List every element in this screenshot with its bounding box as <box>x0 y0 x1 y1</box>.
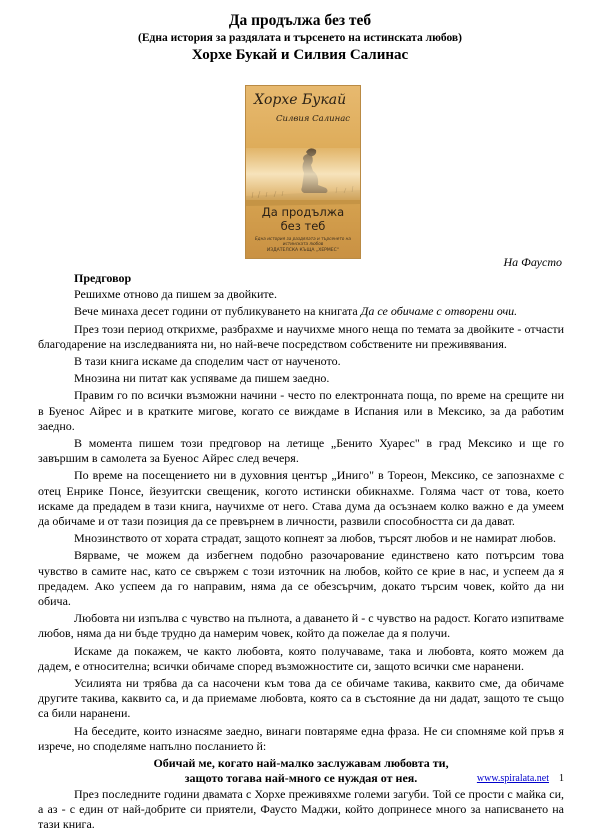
footer-link[interactable]: www.spiralata.net <box>476 773 549 784</box>
paragraph: Вярваме, че можем да избегнем подобно разочарование единствено като потърсим това чувство в самите нас, като се свържем с този източник на любов, който се крие в нас, и успеем да я предадем. Ако успеем да го направим, няма да се обезсърчим, докато търсим човек, който да ни обича. <box>38 548 564 609</box>
quote-line-2: защото тогава най-много се нуждая от нея. <box>184 771 418 786</box>
paragraph <box>38 304 564 319</box>
paragraph: Любовта ни изпълва с чувство на пълнота, а даването й - с чувство на радост. Когато изпитваме любов, няма да ни бъде трудно да намерим човек, който да пожелае да я получи. <box>38 611 564 641</box>
paragraph: Усилията ни трябва да са насочени към това да се обичаме такива, каквито сме, да обичаме другите такива, каквито са, и да приемаме любовта, която са в състояние да ни дадат, защото те също са били наранени. <box>38 676 564 721</box>
cover-title-line2: без теб <box>280 219 326 233</box>
book-cover-image <box>246 86 360 258</box>
cover-title-line1: Да продължа <box>261 205 345 219</box>
paragraph: През последните години двамата с Хорхе преживяхме големи загуби. Той се прости с майка си, а аз - с един от най-добрите си приятели, Фаусто Маджи, който допринесе много за написването на тази книга. <box>38 786 564 831</box>
paragraph: Мнозинството от хората страдат, защото копнеят за любов, търсят любов и не намират любов. <box>74 531 556 546</box>
paragraph: На беседите, които изнасяме заедно, винаги повтаряме една фраза. Не си спомняме кой пръв я изрече, но споделяме напълно посланието й: <box>38 723 564 753</box>
authors-line: Хорхе Букай и Силвия Салинас <box>191 47 409 63</box>
paragraph: В момента пишем този предговор на летище „Бенито Хуарес" в град Мексико и ще го завършим в самолета за Буенос Айрес след вечеря. <box>38 436 564 466</box>
cover-publisher: ИЗДАТЕЛСКА КЪЩА „ХЕРМЕС“ <box>266 248 340 253</box>
quote-line-1: Обичай ме, когато най-малко заслужавам любовта ти, <box>153 756 449 771</box>
page-subtitle: (Една история за раздялата и търсенето на истинската любов) <box>138 32 462 44</box>
page-title: Да продължа без теб <box>228 12 372 29</box>
book-title-italic: Да се обичаме с отворени очи. <box>360 304 518 319</box>
paragraph: Решихме отново да пишем за двойките. <box>74 287 277 302</box>
paragraph: Правим го по всички възможни начини - често по електронната поща, по време на срещите ни в Буенос Айрес и в кратките мигове, когато се виждаме в Испания или в Мексико, за да работим заедно. <box>38 388 564 433</box>
paragraph-text: Вече минаха десет години от публикуването на книгата <box>74 304 361 319</box>
document-body <box>38 271 564 834</box>
paragraph: В тази книга искаме да споделим част от наученото. <box>74 354 341 369</box>
paragraph: Искаме да покажем, че както любовта, която получаваме, така и любовта, която можем да дадем, е относителна; всички обичаме според възможностите си, защото всички сме наранени. <box>38 643 564 673</box>
dedication: На Фаусто <box>503 255 562 269</box>
page-number: 1 <box>559 773 564 784</box>
cover-author-1: Хорхе Букай <box>254 92 347 108</box>
paragraph: През този период открихме, разбрахме и научихме много неща по темата за двойките - отчасти благодарение на изследванията ни, но най-вече посредством собствените ни преживявания. <box>38 321 564 351</box>
cover-mist <box>246 148 360 200</box>
section-heading: Предговор <box>74 271 132 285</box>
cover-subtitle: Една история за раздялата и търсенето на истинската любов <box>255 236 351 246</box>
paragraph: По време на посещението ни в духовния център „Инигo" в Тореон, Мексико, се запознахме с отец Енрике Понсе, йезуитски свещеник, когото истински обикнахме. Голяма част от това, което искаме да предадем в тази книга, научихме от него. Става дума да осъзнаем колко важно е да умеем да обичаме и от тази позиция да се превърнем в личности, развили способността си да дават. <box>38 468 564 529</box>
page-footer <box>477 773 564 784</box>
cover-author-2: Силвия Салинас <box>276 114 351 124</box>
paragraph: Мнозина ни питат как успяваме да пишем заедно. <box>74 371 330 386</box>
